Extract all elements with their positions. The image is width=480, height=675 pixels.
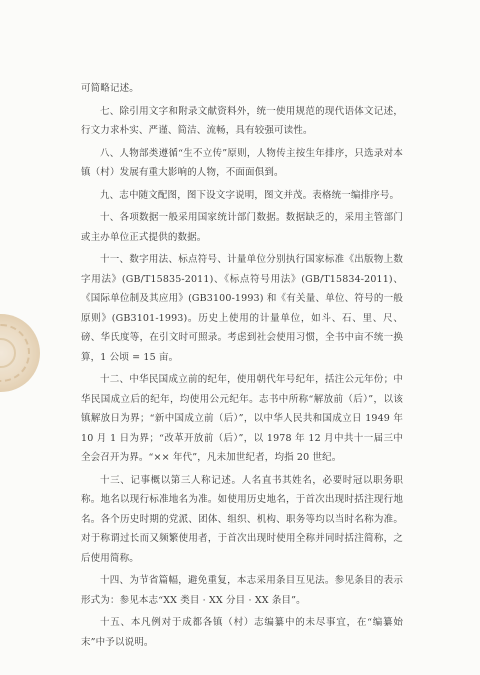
paragraph-item-11: 十一、数字用法、标点符号、计量单位分别执行国家标准《出版物上数字用法》(GB/T15835-2011)、《标点符号用法》(GB/T15834-2011)、《国际单位制及其应用》(GB3100-1993) 和《有关量、单位、符号的一般原则》(GB3101-1993)。历史上使用的计量单位，如斗、石、里、尺、磅、华氏度等，在引文时可照录。考虑到社会使用习惯，全书中亩不统一换算，1 公顷 = 15 亩。 <box>81 254 403 363</box>
paragraph-item-10: 十、各项数据一般采用国家统计部门数据。数据缺乏的，采用主管部门或主办单位正式提供的数据。 <box>81 212 403 243</box>
page-body <box>81 79 403 655</box>
paragraph-item-9: 九、志中随文配图，图下设文字说明，图文并茂。表格统一编排序号。 <box>100 189 400 201</box>
paragraph-item-12: 十二、中华民国成立前的纪年，使用朝代年号纪年，括注公元年份；中华民国成立后的纪年，均使用公元纪年。志书中所称“解放前（后）”，以该镇解放日为界；“新中国成立前（后）”，以中华人民共和国成立日 1949 年 10 月 1 日为界；“改革开放前（后）”，以 1978 年 12 月中共十一届三中全会召开为界。“×× 年代”，凡未加世纪者，均指 20 世纪。 <box>81 374 403 463</box>
paragraph-item-15: 十五、本凡例对于成都各镇（村）志编纂中的未尽事宜，在“编纂始末”中予以说明。 <box>81 617 403 648</box>
paragraph-item-8: 八、人物部类遵循“生不立传”原则，人物传主按生年排序，只选录对本镇（村）发展有重大影响的人物，不面面俱到。 <box>81 147 403 178</box>
paragraph-item-7: 七、除引用文字和附录文献资料外，统一使用规范的现代语体文记述，行文力求朴实、严谨、简洁、流畅，具有较强可读性。 <box>81 105 403 136</box>
decorative-seal-emblem <box>0 314 40 392</box>
paragraph-item-13: 十三、记事概以第三人称记述。人名直书其姓名，必要时冠以职务职称。地名以现行标准地名为准。如使用历史地名，于首次出现时括注现行地名。各个历史时期的党派、团体、组织、机构、职务等均以当时名称为准。对于称谓过长而又频繁使用者，于首次出现时使用全称并同时括注简称，之后使用简称。 <box>81 474 403 564</box>
paragraph-item-14: 十四、为节省篇幅，避免重复，本志采用条目互见法。参见条目的表示形式为：参见本志“XX 类目 · XX 分目 · XX 条目”。 <box>81 575 403 606</box>
paragraph-continuation: 可简略记述。 <box>81 83 139 94</box>
